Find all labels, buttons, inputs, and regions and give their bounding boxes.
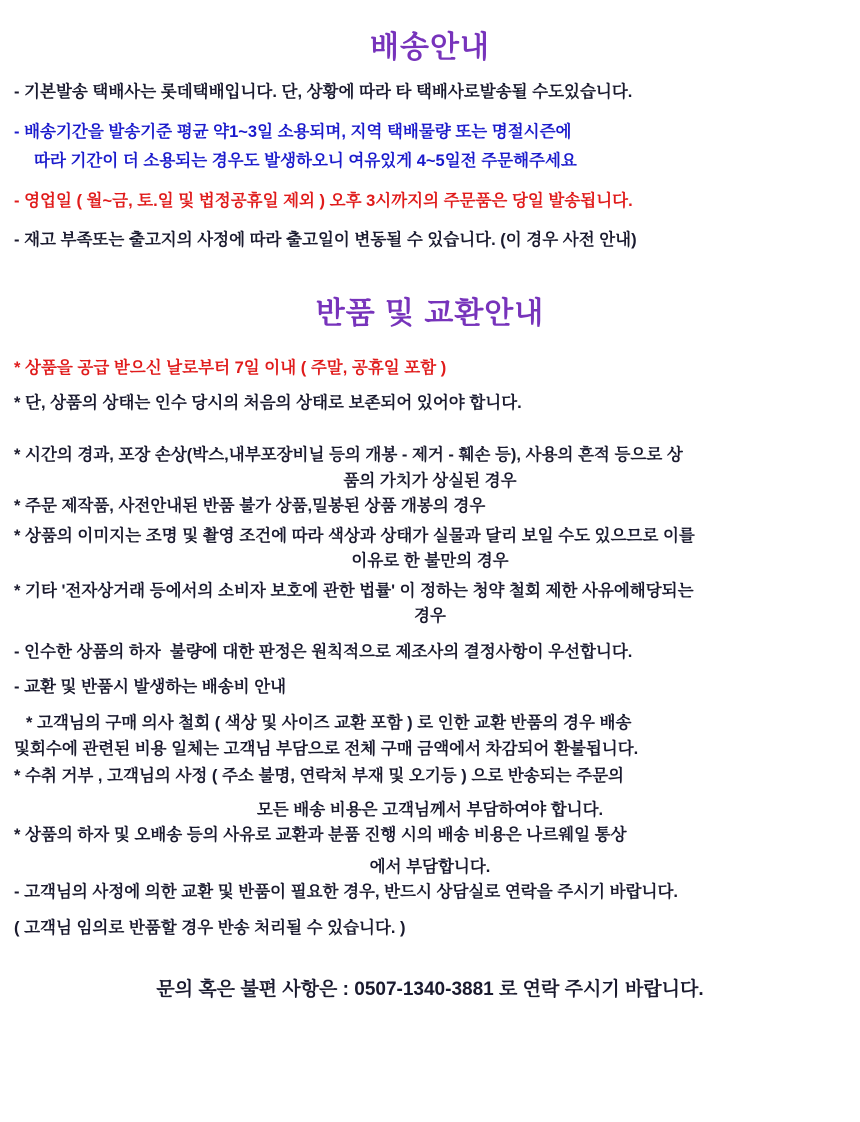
shipping-section-title: 배송안내	[370, 31, 490, 64]
notice-line: - 재고 부족또는 출고지의 사정에 따라 출고일이 변동될 수 있습니다. (이 경우 사전 안내)	[14, 231, 637, 250]
spacer	[0, 942, 860, 956]
notice-line: * 상품의 하자 및 오배송 등의 사유로 교환과 분품 진행 시의 배송 비용은 나르웨일 통상	[14, 826, 627, 845]
spacer	[0, 106, 860, 120]
notice-line: * 상품의 이미지는 조명 및 촬영 조건에 따라 색상과 상태가 실물과 달리 보일 수도 있으므로 이를	[14, 526, 695, 545]
contact-footer: 문의 혹은 불편 사항은 : 0507-1340-3881 로 연락 주시기 바랍니다.	[156, 978, 704, 1000]
notice-line: 따라 기간이 더 소용되는 경우도 발생하오니 여유있게 4~5일전 주문해주세요	[34, 152, 577, 171]
spacer	[0, 701, 860, 711]
spacer	[0, 906, 860, 916]
notice-line: * 시간의 경과, 포장 손상(박스,내부포장비닐 등의 개봉 - 제거 - 훼손 등), 사용의 흔적 등으로 상	[14, 445, 683, 464]
notice-line: - 교환 및 반품시 발생하는 배송비 안내	[14, 678, 287, 697]
shipping-lines	[0, 80, 860, 254]
notice-line: 모든 배송 비용은 고객님께서 부담하여야 합니다.	[256, 800, 604, 819]
notice-line: ( 고객님 임의로 반품할 경우 반송 처리될 수 있습니다. )	[14, 918, 406, 937]
notice-line: * 기타 '전자상거래 등에서의 소비자 보호에 관한 법률' 이 정하는 청약 철회 제한 사유에해당되는	[14, 581, 694, 600]
spacer	[0, 214, 860, 228]
notice-line: - 영업일 ( 월~금, 토.일 및 법정공휴일 제외 ) 오후 3시까지의 주문품은 당일 발송됩니다.	[14, 191, 633, 210]
notice-line: - 배송기간을 발송기준 평균 약1~3일 소용되며, 지역 택배물량 또는 명절시즌에	[14, 122, 572, 141]
notice-line: - 고객님의 사정에 의한 교환 및 반품이 필요한 경우, 반드시 상담실로 연락을 주시기 바랍니다.	[14, 883, 679, 902]
spacer	[0, 630, 860, 640]
notice-line: - 기본발송 택배사는 롯데택배입니다. 단, 상황에 따라 타 택배사로발송될 수도있습니다.	[14, 83, 633, 101]
spacer	[0, 790, 860, 798]
spacer	[0, 417, 860, 443]
notice-line: - 인수한 상품의 하자 불량에 대한 판정은 원칙적으로 제조사의 결정사항이 우선합니다.	[14, 642, 633, 661]
notice-line: * 고객님의 구매 의사 철회 ( 색상 및 사이즈 교환 포함 ) 로 인한 교환 반품의 경우 배송	[26, 714, 632, 732]
notice-line: * 단, 상품의 상태는 인수 당시의 처음의 상태로 보존되어 있어야 합니다.	[14, 394, 522, 413]
spacer	[0, 381, 860, 391]
notice-line: 품의 가치가 상실된 경우	[343, 471, 517, 490]
delivery-return-notice-page	[0, 22, 860, 1122]
notice-line: * 상품을 공급 받으신 날로부터 7일 이내 ( 주말, 공휴일 포함 )	[14, 358, 447, 377]
notice-line: 경우	[414, 607, 446, 626]
notice-line: 및회수에 관련된 비용 일체는 고객님 부담으로 전체 구매 금액에서 차감되어 환불됩니다.	[14, 739, 639, 758]
return-lines	[0, 356, 860, 956]
notice-line: 에서 부담합니다.	[369, 857, 491, 876]
notice-line: * 주문 제작품, 사전안내된 반품 불가 상품,밀봉된 상품 개봉의 경우	[14, 497, 486, 516]
notice-line: 이유로 한 불만의 경우	[351, 552, 509, 571]
spacer	[0, 66, 860, 80]
spacer	[0, 175, 860, 189]
spacer	[0, 665, 860, 675]
notice-line: * 수취 거부 , 고객님의 사정 ( 주소 불명, 연락처 부재 및 오기등 ) 으로 반송되는 주문의	[14, 767, 624, 786]
return-section-title: 반품 및 교환안내	[315, 296, 545, 330]
spacer	[0, 332, 860, 356]
